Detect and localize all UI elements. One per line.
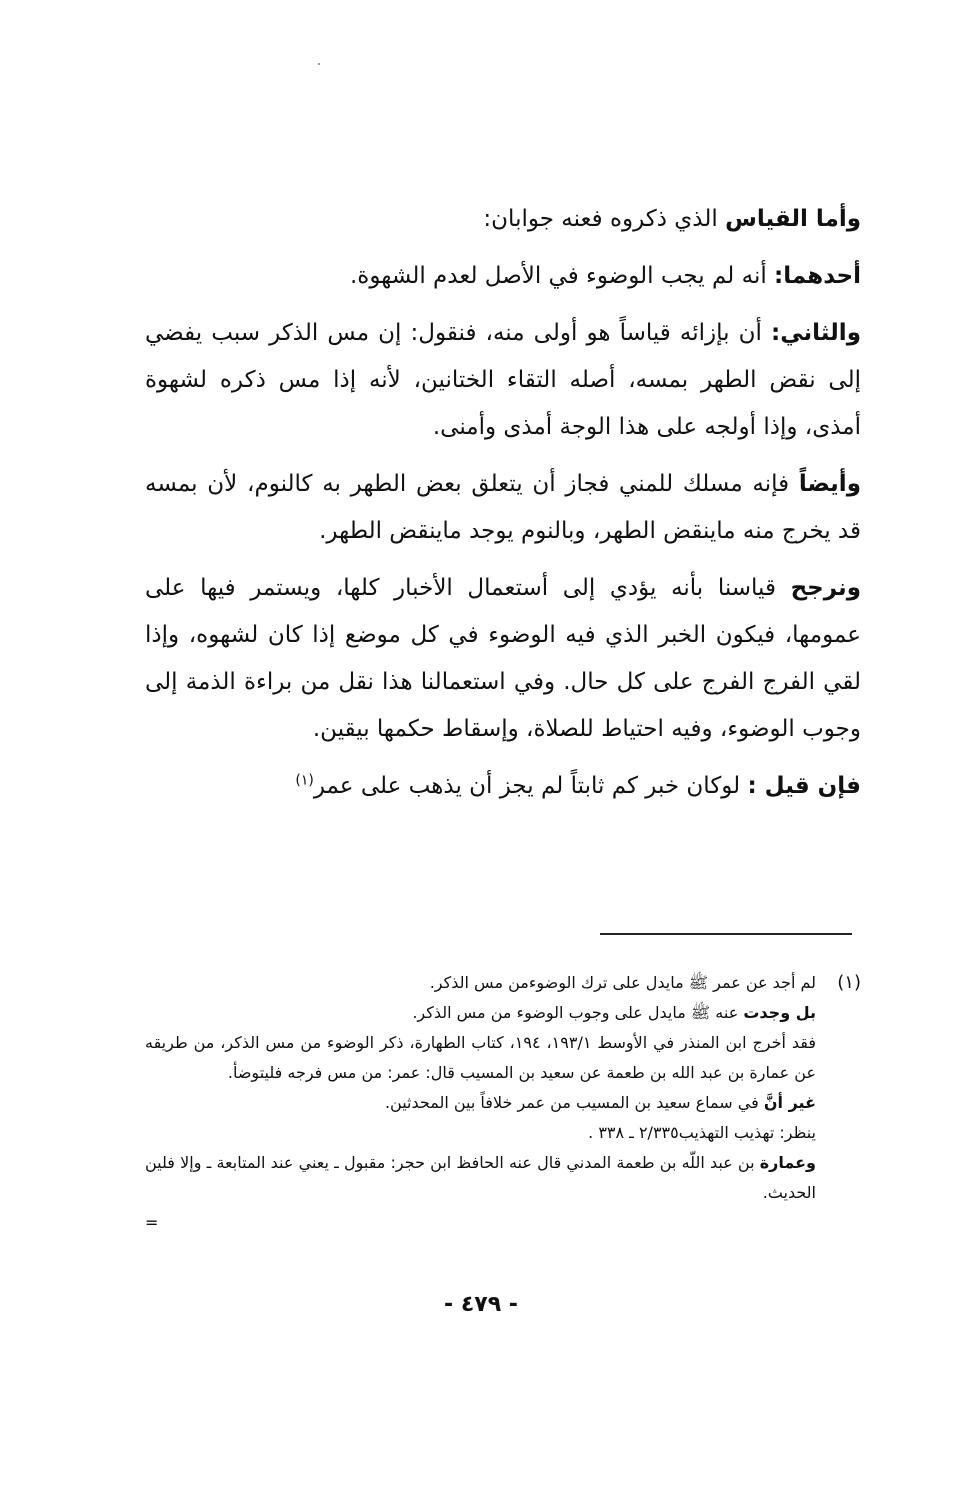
- footnote-body: [145, 968, 816, 1238]
- footnote-reference[interactable]: (١): [295, 772, 314, 789]
- footnote-number: (١): [837, 972, 861, 993]
- footnote-line-1: [145, 968, 816, 998]
- footnote-text: عنه ﷺ مايدل على وجوب الوضوء من مس الذكر.: [412, 1003, 744, 1022]
- main-text: [145, 196, 861, 820]
- paragraph-text: قياسنا بأنه يؤدي إلى أستعمال الأخبار كلها، ويستمر فيها على عمومها، فيكون الخبر الذي فيه الوضوء في كل موضع إذا كان لشهوه، وإذا لقي الفرج الفرج على كل حال. وفي استعمالنا هذا نقل من براءة الذمة إلى وجوب الوضوء، وفيه احتياط للصلاة، وإسقاط حكمها بيقين.: [145, 575, 861, 742]
- page-number: - ٤٧٩ -: [444, 1292, 518, 1317]
- footnote-text: فقد أخرج ابن المنذر في الأوسط ١٩٣/١، ١٩٤، كتاب الطهارة، ذكر الوضوء من مس الذكر، من طريقه عن عمارة بن عبد الله بن طعمة عن سعيد بن المسيب قال: عمر: من مس فرجه فليتوضأ.: [145, 1033, 817, 1082]
- paragraph-lead: أحدهما:: [774, 263, 861, 289]
- footnote-lead: غير أنَّ: [763, 1093, 816, 1112]
- paragraph-6: [145, 763, 861, 810]
- paragraph-lead: وأيضاً: [798, 471, 861, 497]
- footnote: [145, 968, 861, 1238]
- footnote-line-5: [145, 1118, 816, 1148]
- footnote-lead: وعمارة: [759, 1153, 816, 1172]
- footnote-lead: بل وجدت: [743, 1003, 816, 1022]
- footnote-continuation-mark: =: [145, 1213, 159, 1232]
- paragraph-5: [145, 565, 861, 753]
- paragraph-text: أنه لم يجب الوضوء في الأصل لعدم الشهوة.: [349, 263, 775, 289]
- footnote-line-6: [145, 1148, 816, 1208]
- footnote-text: ينظر: تهذيب التهذيب٢/٣٣٥ ـ ٣٣٨ .: [588, 1123, 816, 1142]
- paragraph-2: [145, 253, 861, 300]
- paragraph-lead: فإن قيل :: [747, 773, 861, 799]
- paragraph-text: الذي ذكروه فعنه جوابان:: [483, 206, 726, 232]
- paragraph-lead: والثاني:: [771, 320, 861, 346]
- paragraph-1: [145, 196, 861, 243]
- footnote-line-2: [145, 998, 816, 1028]
- footnote-text: لم أجد عن عمر ﷺ مايدل على ترك الوضوءمن مس الذكر.: [429, 973, 816, 992]
- paragraph-4: [145, 461, 861, 555]
- paragraph-text: لوكان خبر كم ثابتاً لم يجز أن يذهب على عمر: [313, 773, 748, 799]
- scan-speck: [318, 63, 320, 65]
- footnote-line-3: [145, 1028, 816, 1088]
- paragraph-text: أن بإزائه قياساً هو أولى منه، فنقول: إن مس الذكر سبب يفضي إلى نقض الطهر بمسه، أصله التقاء الختانين، لأنه إذا مس ذكره لشهوة أمذى، وإذا أولجه على هذا الوجة أمذى وأمنى.: [145, 320, 861, 440]
- paragraph-text: فإنه مسلك للمني فجاز أن يتعلق بعض الطهر به كالنوم، لأن بمسه قد يخرج منه ماينقض الطهر، وبالنوم يوجد ماينقض الطهر.: [145, 471, 861, 544]
- footnote-text: في سماع سعيد بن المسيب من عمر خلافاً بين المحدثين.: [384, 1093, 764, 1112]
- paragraph-3: [145, 310, 861, 451]
- footnotes: [145, 968, 861, 1238]
- paragraph-lead: وأما القياس: [725, 206, 861, 232]
- footnote-text: بن عبد اللّه بن طعمة المدني قال عنه الحافظ ابن حجر: مقبول ـ يعني عند المتابعة ـ وإلا فلين الحديث.: [145, 1153, 816, 1202]
- footnote-line-4: [145, 1088, 816, 1118]
- footnote-separator: [600, 933, 852, 935]
- paragraph-lead: ونرجح: [790, 575, 861, 601]
